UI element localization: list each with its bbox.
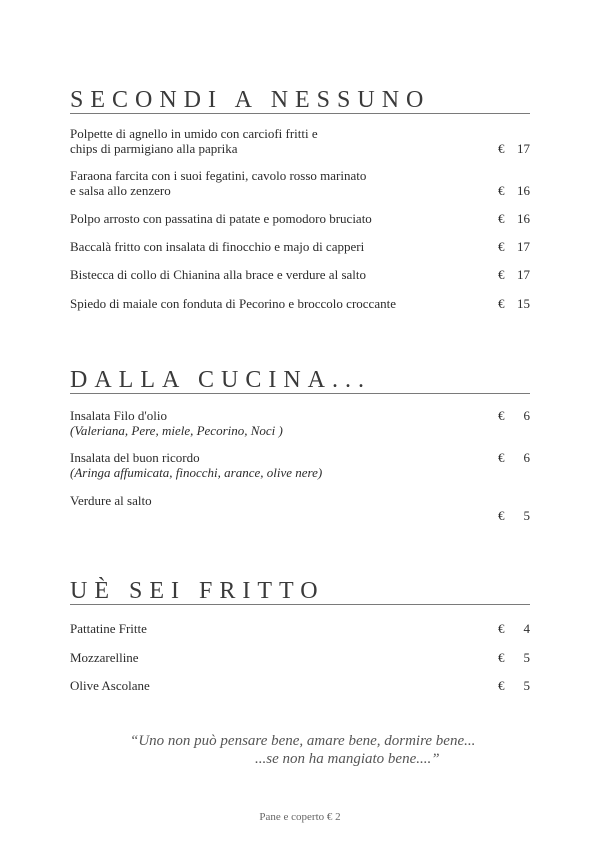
- menu-item: [70, 296, 530, 311]
- price-value: 17: [517, 141, 530, 156]
- menu-item: [70, 211, 530, 226]
- price-value: 5: [523, 650, 530, 665]
- price-value: 5: [523, 678, 530, 693]
- menu-item: [70, 678, 530, 693]
- menu-item: [70, 126, 530, 156]
- item-name-line: Polpette di agnello in umido con carciofi fritti e: [70, 126, 318, 141]
- item-price: [498, 239, 530, 254]
- price-value: 17: [517, 267, 530, 282]
- item-description: (Aringa affumicata, finocchi, arance, olive nere): [70, 465, 323, 480]
- section-header: [70, 577, 530, 605]
- currency-symbol: €: [498, 678, 505, 693]
- item-name: [70, 168, 470, 198]
- currency-symbol: €: [498, 267, 505, 282]
- item-price: [498, 408, 530, 423]
- menu-item: [70, 450, 530, 480]
- currency-symbol: €: [498, 450, 505, 465]
- item-name: Verdure al salto: [70, 493, 152, 508]
- section-title: SECONDI A NESSUNO: [70, 87, 431, 113]
- currency-symbol: €: [498, 621, 505, 636]
- item-name: Insalata Filo d'olio: [70, 408, 167, 423]
- currency-symbol: €: [498, 141, 505, 156]
- menu-item: [70, 493, 530, 523]
- currency-symbol: €: [498, 408, 505, 423]
- section-dalla-cucina: [70, 366, 530, 394]
- currency-symbol: €: [498, 211, 505, 226]
- item-price: [498, 450, 530, 465]
- item-price: [498, 267, 530, 282]
- item-name: Spiedo di maiale con fonduta di Pecorino e broccolo croccante: [70, 296, 396, 311]
- item-price: [498, 621, 530, 636]
- item-price: [498, 650, 530, 665]
- item-name-line: e salsa allo zenzero: [70, 183, 171, 198]
- price-value: 16: [517, 211, 530, 226]
- menu-item: [70, 408, 530, 438]
- menu-item: [70, 168, 530, 198]
- price-value: 6: [523, 450, 530, 465]
- price-value: 4: [523, 621, 530, 636]
- section-title: UÈ SEI FRITTO: [70, 578, 325, 604]
- item-name-line: chips di parmigiano alla paprika: [70, 141, 238, 156]
- item-price: [498, 296, 530, 311]
- currency-symbol: €: [498, 508, 505, 523]
- section-header: [70, 366, 530, 394]
- section-secondi: [70, 86, 530, 114]
- currency-symbol: €: [498, 296, 505, 311]
- item-price: [498, 141, 530, 156]
- item-price: [498, 183, 530, 198]
- section-header: [70, 86, 530, 114]
- item-name: Baccalà fritto con insalata di finocchio e majo di capperi: [70, 239, 365, 254]
- price-value: 17: [517, 239, 530, 254]
- section-title: DALLA CUCINA...: [70, 367, 371, 393]
- item-name: Pattatine Fritte: [70, 621, 147, 636]
- item-name: Mozzarelline: [70, 650, 139, 665]
- section-divider: [70, 113, 530, 114]
- currency-symbol: €: [498, 183, 505, 198]
- price-value: 5: [523, 508, 530, 523]
- item-name-line: Faraona farcita con i suoi fegatini, cavolo rosso marinato: [70, 168, 367, 183]
- price-value: 16: [517, 183, 530, 198]
- item-price: [498, 211, 530, 226]
- menu-item: [70, 267, 530, 282]
- item-price: [498, 678, 530, 693]
- menu-item: [70, 239, 530, 254]
- menu-item: [70, 650, 530, 665]
- item-name: Bistecca di collo di Chianina alla brace e verdure al salto: [70, 267, 366, 282]
- quote-line: “Uno non può pensare bene, amare bene, dormire bene...: [130, 733, 476, 749]
- section-fritto: [70, 577, 530, 605]
- item-name: Insalata del buon ricordo: [70, 450, 200, 465]
- item-name: [70, 126, 470, 156]
- item-description: (Valeriana, Pere, miele, Pecorino, Noci ): [70, 423, 283, 438]
- section-divider: [70, 604, 530, 605]
- currency-symbol: €: [498, 650, 505, 665]
- section-divider: [70, 393, 530, 394]
- item-price: [498, 508, 530, 523]
- currency-symbol: €: [498, 239, 505, 254]
- item-name: Olive Ascolane: [70, 678, 150, 693]
- cover-charge-note: Pane e coperto € 2: [259, 811, 341, 823]
- price-value: 6: [523, 408, 530, 423]
- item-name: Polpo arrosto con passatina di patate e pomodoro bruciato: [70, 211, 372, 226]
- quote-line: ...se non ha mangiato bene....”: [255, 751, 440, 767]
- price-value: 15: [517, 296, 530, 311]
- menu-item: [70, 621, 530, 636]
